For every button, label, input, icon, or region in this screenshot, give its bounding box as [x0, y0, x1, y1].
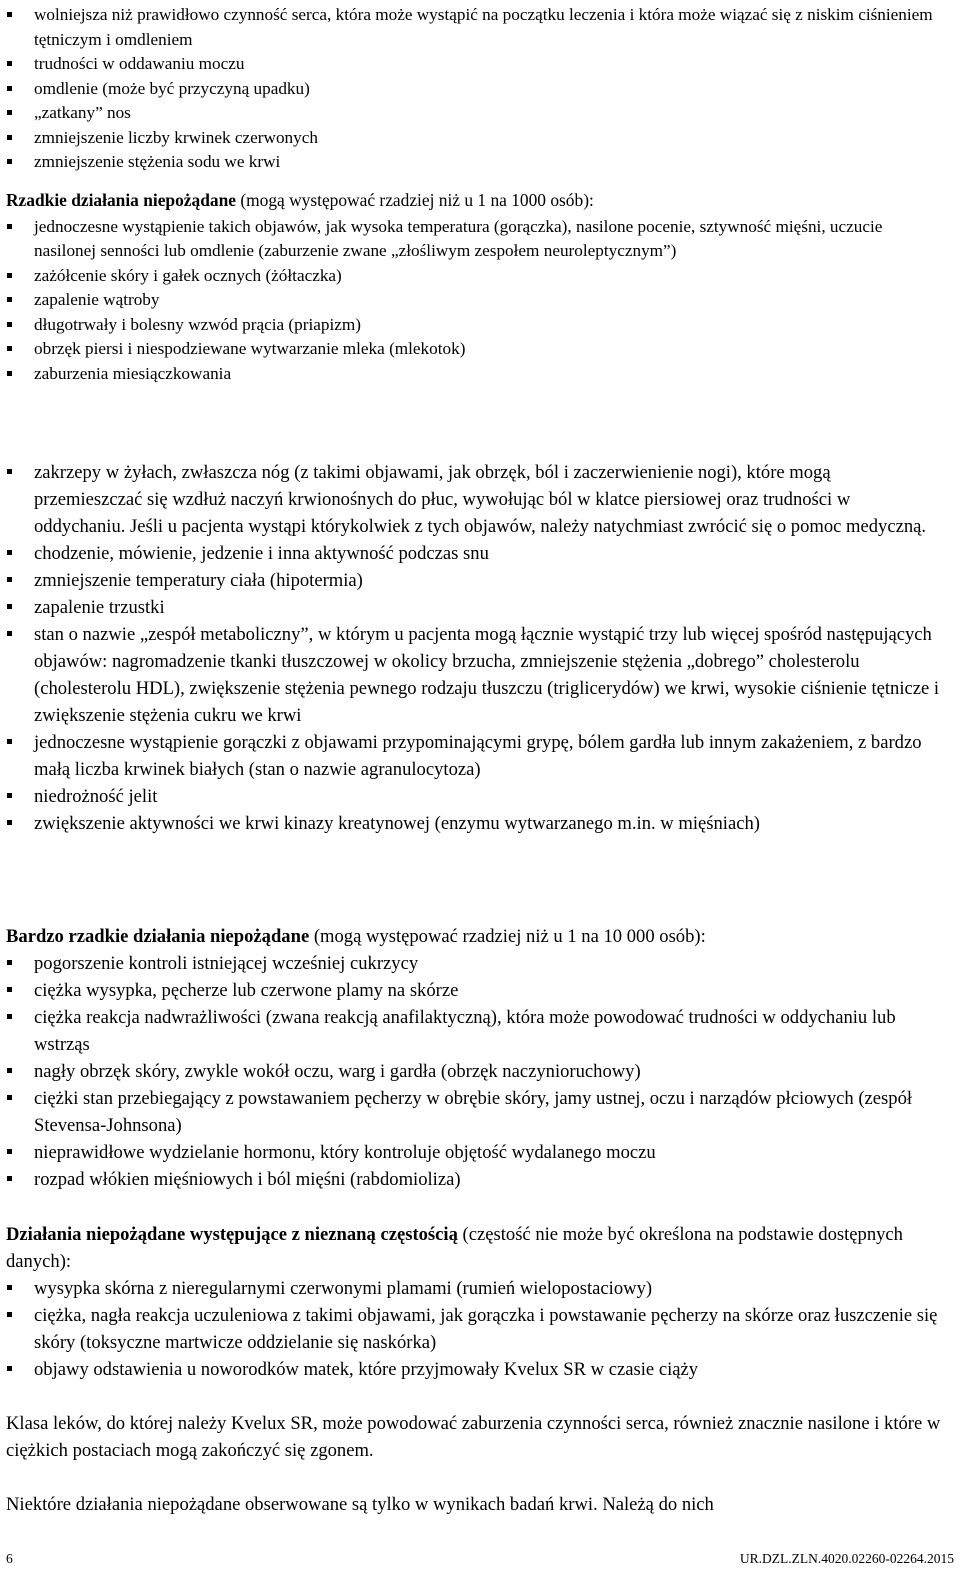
list-item: wolniejsza niż prawidłowo czynność serca, która może wystąpić na początku leczenia i która może wiązać się z niskim ciśnieniem tętniczym i omdleniem — [6, 3, 941, 52]
list-item: długotrwały i bolesny wzwód prącia (priapizm) — [6, 313, 941, 338]
list-item: „zatkany” nos — [6, 101, 941, 126]
rare-heading-bold: Rzadkie działania niepożądane — [6, 189, 236, 210]
very-rare-heading-rest: (mogą występować rzadziej niż u 1 na 10 000 osób): — [309, 926, 706, 947]
very-rare-heading — [6, 923, 941, 950]
unknown-frequency-heading — [6, 1221, 941, 1275]
blood-tests-paragraph-block — [6, 1491, 941, 1518]
very-rare-list — [6, 950, 941, 1193]
list-item: stan o nazwie „zespół metaboliczny”, w którym u pacjenta mogą łącznie wystąpić trzy lub więcej spośród następujących objawów: nagromadzenie tkanki tłuszczowej w okolicy brzucha, zmniejszenie stężenia „dobrego” cholesterolu (cholesterolu HDL), zwiększenie stężenia pewnego rodzaju tłuszczu (triglicerydów) we krwi, wysokie ciśnienie tętnicze i zwiększenie stężenia cukru we krwi — [6, 621, 941, 729]
list-item: zapalenie trzustki — [6, 594, 941, 621]
unknown-frequency-heading-rest: (częstość nie może być określona na podstawie dostępnych danych): — [6, 1224, 903, 1272]
list-item: zmniejszenie liczby krwinek czerwonych — [6, 126, 941, 151]
upper-section — [6, 3, 941, 386]
rare-list-large — [6, 459, 941, 837]
list-item: zwiększenie aktywności we krwi kinazy kreatynowej (enzymu wytwarzanego m.in. w mięśniach) — [6, 810, 941, 837]
drug-class-paragraph-block — [6, 1410, 941, 1464]
list-item: zmniejszenie temperatury ciała (hipotermia) — [6, 567, 941, 594]
list-item: ciężka wysypka, pęcherze lub czerwone plamy na skórze — [6, 977, 941, 1004]
list-item: zakrzepy w żyłach, zwłaszcza nóg (z takimi objawami, jak obrzęk, ból i zaczerwienienie nogi), które mogą przemieszczać się wzdłuż naczyń krwionośnych do płuc, wywołując ból w klatce piersiowej oraz trudności w oddychaniu. Jeśli u pacjenta wystąpi którykolwiek z tych objawów, należy natychmiast zwrócić się o pomoc medyczną. — [6, 459, 941, 540]
rare-heading-rest: (mogą występować rzadziej niż u 1 na 1000 osób): — [235, 189, 594, 210]
rare-list-small — [6, 215, 941, 387]
unknown-frequency-heading-bold: Działania niepożądane występujące z nieznaną częstością — [6, 1224, 458, 1245]
document-code: UR.DZL.ZLN.4020.02260-02264.2015 — [739, 1551, 954, 1566]
list-item: ciężka, nagła reakcja uczuleniowa z takimi objawami, jak gorączka i powstawanie pęcherzy na skórze oraz łuszczenie się skóry (toksyczne martwicze oddzielanie się naskórka) — [6, 1302, 941, 1356]
list-item: chodzenie, mówienie, jedzenie i inna aktywność podczas snu — [6, 540, 941, 567]
unknown-frequency-list — [6, 1275, 941, 1383]
page-footer — [6, 1548, 954, 1570]
very-rare-section — [6, 923, 941, 1193]
rare-heading — [6, 187, 941, 214]
list-item: jednoczesne wystąpienie takich objawów, jak wysoka temperatura (gorączka), nasilone pocenie, sztywność mięśni, uczucie nasilonej senności lub omdlenie (zaburzenie zwane „złośliwym zespołem neuroleptycznym”) — [6, 215, 941, 264]
list-item: zażółcenie skóry i gałek ocznych (żółtaczka) — [6, 264, 941, 289]
list-item: obrzęk piersi i niespodziewane wytwarzanie mleka (mlekotok) — [6, 337, 941, 362]
list-item: zaburzenia miesiączkowania — [6, 362, 941, 387]
list-item: objawy odstawienia u noworodków matek, które przyjmowały Kvelux SR w czasie ciąży — [6, 1356, 941, 1383]
list-item: zapalenie wątroby — [6, 288, 941, 313]
very-rare-heading-bold: Bardzo rzadkie działania niepożądane — [6, 926, 310, 947]
list-item: pogorszenie kontroli istniejącej wcześniej cukrzycy — [6, 950, 941, 977]
list-item: omdlenie (może być przyczyną upadku) — [6, 77, 941, 102]
list-item: wysypka skórna z nieregularnymi czerwonymi plamami (rumień wielopostaciowy) — [6, 1275, 941, 1302]
list-item: nieprawidłowe wydzielanie hormonu, który kontroluje objętość wydalanego moczu — [6, 1139, 941, 1166]
rare-section-continued — [6, 459, 941, 837]
list-item: rozpad włókien mięśniowych i ból mięśni (rabdomioliza) — [6, 1166, 941, 1193]
list-item: trudności w oddawaniu moczu — [6, 52, 941, 77]
blood-tests-paragraph: Niektóre działania niepożądane obserwowane są tylko w wynikach badań krwi. Należą do nich — [6, 1494, 714, 1515]
list-item: zmniejszenie stężenia sodu we krwi — [6, 150, 941, 175]
page-number: 6 — [6, 1551, 13, 1566]
list-item: nagły obrzęk skóry, zwykle wokół oczu, warg i gardła (obrzęk naczynioruchowy) — [6, 1058, 941, 1085]
drug-class-paragraph: Klasa leków, do której należy Kvelux SR, może powodować zaburzenia czynności serca, również znacznie nasilone i które w ciężkich postaciach mogą zakończyć się zgonem. — [6, 1413, 941, 1461]
list-item: niedrożność jelit — [6, 783, 941, 810]
top-bullet-list — [6, 3, 941, 175]
unknown-frequency-section — [6, 1221, 941, 1383]
list-item: ciężka reakcja nadwrażliwości (zwana reakcją anafilaktyczną), która może powodować trudności w oddychaniu lub wstrząs — [6, 1004, 941, 1058]
list-item: jednoczesne wystąpienie gorączki z objawami przypominającymi grypę, bólem gardła lub innym zakażeniem, z bardzo małą liczba krwinek białych (stan o nazwie agranulocytoza) — [6, 729, 941, 783]
list-item: ciężki stan przebiegający z powstawaniem pęcherzy w obrębie skóry, jamy ustnej, oczu i narządów płciowych (zespół Stevensa-Johnsona) — [6, 1085, 941, 1139]
